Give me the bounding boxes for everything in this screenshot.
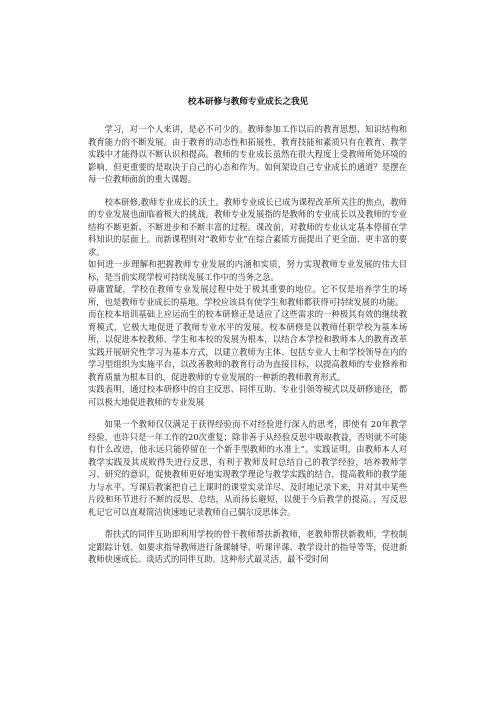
paragraph: 学习，对一个人来讲，是必不可少的。教师参加工作以后的教育思想、知识结构和教育能力的不断发展。由于教育的动态性和拓展性，教育技能和素质只有在教育、教学实践中才能得以不断认识和提高。教师的专业成长虽然在很大程度上受教师所处环境的影响，但更重要的是取决于自己的心态和作为。如何架设自己专业成长的通道？是摆在每一位教师面前的重大课题。: [88, 124, 407, 184]
paragraph: 如果一个教师仅仅满足于获得经验而不对经验进行深入的思考，即使有 20年教学经验，也许只是一年工作的20次重复；除非善于从经验反思中吸取教益，否则就不可能有什么改进，他永远只能停留在一个新手型教师的水准上”。实践证明，由教师本人对教学实践及其成败得失进行反思，有利于教师及时总结自己的教学经验，培养教师学习、研究的意识，促使教师更好地实现教学理论与教学实践的结合，提高教师的教学能力与水平。写课后教案把自己上课时的课堂实录详尽、及时地记录下来，并对其中某些片段和环节进行不断的反思、总结，从而扬长避短，以便于今后教学的提高。，写反思札记它可以直观简洁快速地记录教师自己偶尔反思体会。: [88, 419, 407, 517]
paragraph: 校本研修,教师专业成长的沃土。教师专业成长已成为课程改革所关注的焦点，教师的专业发展也面临着极大的挑战。教师专业发展指的是教师的专业成长以及教师的专业结构不断更新、不断进步和不断丰富的过程。课改前，对教师的专业认定基本停留在学科知识的层面上。而新课程则对“教师专业”在综合素质方面提出了更全面、更丰富的要求。: [88, 196, 407, 257]
paragraph: 实践表明，通过校本研修中的自主反思、同伴互助、专业引领等模式以及研修途径，都可以极大地促进教师的专业发展: [88, 384, 407, 407]
paragraph: 如何进一步理解和把握教师专业发展的内涵和实质，努力实现教师专业发展的伟大目标，是当前实现学校可持续发展工作中的当务之急。: [88, 259, 407, 282]
document-title: 校本研修与教师专业成长之我见: [187, 97, 309, 107]
paragraph: 而在校本培训基础上应运而生的校本研修正是适应了这些需求的一种极其有效的继续教育模式，它极大地促进了教师专业水平的发展。校本研修是以教师任职学校为基本场所，以促进本校教师、学生和本校的发展为根本，以结合本学校和教师本人的教育改革实践开展研究性学习为基本方式，以建立教师为主体、包括专业人士和学校领导在内的学习型组织为实施平台，以改善教师的教育行动为直接目标，以提高教师的专业修养和教育质量为根本目的，促进教师的专业发展的一种新的教师教育形式。: [88, 309, 407, 382]
document-body: [88, 123, 407, 566]
paragraph: 毋庸置疑，学校在教师专业发展过程中处于极其重要的地位。它不仅是培养学生的场所，也是教师专业成长的基地。学校应该具有使学生和教师都获得可持续发展的功能。: [88, 284, 407, 307]
paragraph: 帮扶式的同伴互助即利用学校的骨干教师帮扶新教师，老教师帮扶新教师，学校制定跟踪计划。如要求指导教师进行备课辅导、听课评课、教学设计的指导等等，促进新教师快速成长。谈话式的同伴互助。这种形式最灵活，最不受时间: [88, 529, 407, 564]
